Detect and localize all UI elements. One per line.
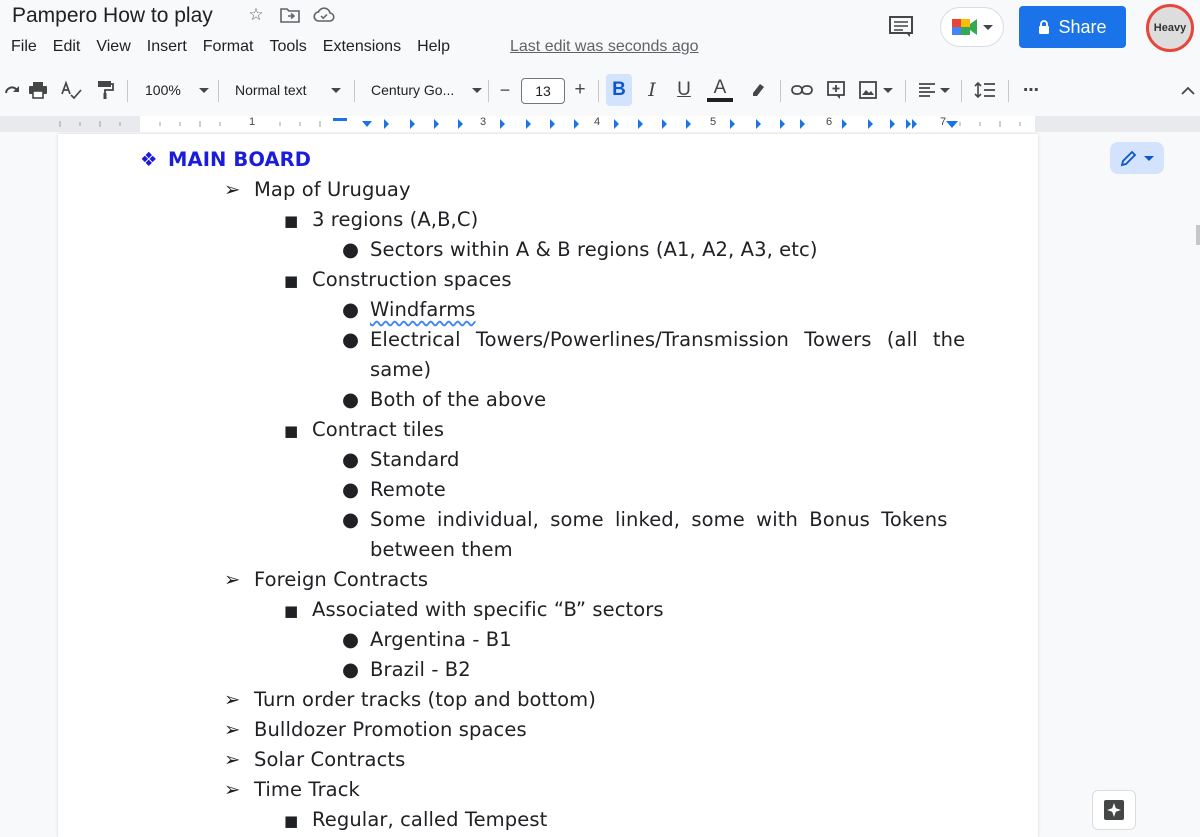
square-bullet-icon: ■	[284, 272, 299, 290]
list-item-text: same)	[370, 358, 432, 381]
arrow-bullet-icon: ➢	[224, 688, 241, 711]
chevron-down-icon	[1144, 156, 1154, 161]
list-item-text: Regular, called Tempest	[312, 808, 548, 831]
list-item	[342, 298, 476, 321]
redo-icon[interactable]	[0, 68, 24, 112]
lock-icon	[1038, 20, 1050, 35]
list-item	[342, 328, 966, 351]
chevron-down-icon	[883, 88, 893, 93]
list-item-text: Remote	[370, 478, 446, 501]
text-color-label: A	[713, 77, 727, 98]
underline-button[interactable]: U	[677, 79, 691, 100]
comment-history-icon	[888, 15, 914, 39]
list-item	[342, 448, 460, 471]
ruler-number: 3	[480, 116, 487, 128]
star-icon[interactable]: ☆	[248, 5, 264, 24]
share-button[interactable]	[1019, 6, 1126, 48]
zoom-select[interactable]	[145, 68, 209, 112]
toolbar-divider	[488, 80, 489, 102]
list-item-text: Brazil - B2	[370, 658, 471, 681]
comments-button[interactable]	[886, 12, 916, 42]
dot-bullet-icon: ●	[342, 238, 360, 261]
increase-font-size-button[interactable]: +	[574, 79, 586, 100]
arrow-bullet-icon: ➢	[224, 178, 241, 201]
line-spacing-icon[interactable]	[971, 68, 999, 112]
list-item	[284, 598, 664, 621]
menu-format[interactable]: Format	[202, 38, 254, 55]
insert-link-icon[interactable]	[788, 68, 816, 112]
toolbar-divider	[905, 80, 906, 102]
avatar[interactable]	[1146, 4, 1194, 52]
meet-button[interactable]	[940, 7, 1004, 47]
chevron-down-icon	[199, 88, 209, 93]
ruler-number: 1	[249, 116, 256, 128]
list-item	[224, 718, 527, 741]
ruler-number: 6	[826, 116, 833, 128]
text-color-swatch	[707, 98, 733, 102]
list-item	[224, 778, 360, 801]
arrow-bullet-icon: ➢	[224, 718, 241, 741]
list-item	[342, 508, 948, 531]
meet-icon	[951, 16, 979, 38]
editing-mode-button[interactable]	[1110, 142, 1164, 174]
dot-bullet-icon: ●	[342, 628, 360, 651]
font-select[interactable]	[371, 68, 482, 112]
sparkle-icon	[1103, 799, 1125, 821]
pencil-icon	[1120, 149, 1138, 167]
list-item	[342, 658, 471, 681]
square-bullet-icon: ■	[284, 602, 299, 620]
list-item	[284, 808, 548, 831]
square-bullet-icon: ■	[284, 422, 299, 440]
list-item	[224, 688, 596, 711]
toolbar-divider	[127, 80, 128, 102]
list-item-text: Foreign Contracts	[254, 568, 429, 591]
toolbar-divider	[780, 80, 781, 102]
list-item-text: Both of the above	[370, 388, 547, 411]
list-item	[342, 238, 818, 261]
menu-help[interactable]: Help	[417, 38, 450, 55]
decrease-font-size-button[interactable]: −	[499, 79, 511, 100]
spellcheck-icon[interactable]	[58, 68, 84, 112]
list-item-continuation	[370, 538, 513, 561]
list-item	[342, 478, 446, 501]
menu-edit[interactable]: Edit	[52, 38, 81, 55]
hide-menus-icon[interactable]	[1178, 68, 1198, 112]
list-item	[224, 568, 429, 591]
square-bullet-icon: ■	[284, 212, 299, 230]
dot-bullet-icon: ●	[342, 658, 360, 681]
font-size-input[interactable]: 13	[521, 78, 565, 104]
avatar-text: Heavy	[1153, 22, 1187, 34]
list-item-text: Some individual, some linked, some with Bonus Tokens	[370, 508, 948, 531]
menu-file[interactable]: File	[11, 38, 37, 55]
list-item	[342, 628, 512, 651]
side-panel-handle[interactable]	[1196, 225, 1200, 245]
list-item	[284, 418, 445, 441]
dot-bullet-icon: ●	[342, 508, 360, 531]
toolbar	[0, 68, 1200, 112]
list-item-text: Standard	[370, 448, 460, 471]
list-item-text: Time Track	[254, 778, 360, 801]
list-item-text: Electrical Towers/Powerlines/Transmission Towers (all the	[370, 328, 966, 351]
arrow-bullet-icon: ➢	[224, 778, 241, 801]
top-bar	[0, 0, 1200, 66]
explore-button[interactable]	[1092, 790, 1136, 830]
list-item-text: Contract tiles	[312, 418, 445, 441]
document-title[interactable]: Pampero How to play	[12, 4, 213, 27]
list-item-text: Windfarms	[370, 298, 476, 321]
list-item	[284, 268, 512, 291]
arrow-bullet-icon: ➢	[224, 568, 241, 591]
list-item-continuation	[370, 358, 431, 381]
italic-button[interactable]: I	[648, 79, 656, 101]
list-item-text: Bulldozer Promotion spaces	[254, 718, 527, 741]
image-icon	[859, 81, 877, 99]
dot-bullet-icon: ●	[342, 328, 360, 351]
text-color-button[interactable]	[704, 68, 736, 112]
list-item-text: 3 regions (A,B,C)	[312, 208, 479, 231]
chevron-down-icon	[472, 88, 482, 93]
cloud-status-icon[interactable]	[312, 5, 336, 25]
list-item	[342, 388, 547, 411]
align-left-icon	[918, 82, 936, 98]
toolbar-divider	[961, 80, 962, 102]
list-item-text: Turn order tracks (top and bottom)	[254, 688, 596, 711]
highlight-icon[interactable]	[746, 68, 770, 112]
heading-main-board	[140, 148, 312, 171]
dot-bullet-icon: ●	[342, 448, 360, 471]
ruler-number: 4	[594, 116, 601, 128]
paragraph-style-value: Normal text	[235, 82, 307, 98]
list-item-text: Solar Contracts	[254, 748, 406, 771]
list-item-text: between them	[370, 538, 513, 561]
list-item	[284, 208, 479, 231]
ruler-number: 5	[710, 116, 717, 128]
list-item-text: Sectors within A & B regions (A1, A2, A3, etc)	[370, 238, 818, 261]
list-item	[224, 748, 406, 771]
arrow-bullet-icon: ➢	[224, 748, 241, 771]
more-options-button[interactable]: ⋯	[1023, 82, 1039, 99]
list-item	[224, 178, 411, 201]
font-value: Century Go...	[371, 82, 455, 98]
menu-extensions[interactable]: Extensions	[322, 38, 402, 55]
toolbar-divider	[218, 80, 219, 102]
align-button[interactable]	[914, 68, 954, 112]
menu-bar	[11, 38, 450, 56]
list-item-text: Construction spaces	[312, 268, 512, 291]
list-item-text: Map of Uruguay	[254, 178, 411, 201]
share-label: Share	[1058, 16, 1107, 37]
list-item-text: Argentina - B1	[370, 628, 512, 651]
dot-bullet-icon: ●	[342, 478, 360, 501]
add-comment-icon[interactable]	[823, 68, 849, 112]
title-icons	[244, 5, 336, 25]
zoom-value: 100%	[145, 82, 181, 98]
document-page[interactable]	[58, 134, 1038, 837]
paragraph-style-select[interactable]	[235, 68, 341, 112]
diamond-bullet-icon: ❖	[140, 148, 158, 171]
paint-format-icon[interactable]	[94, 68, 116, 112]
toolbar-divider	[598, 80, 599, 102]
move-folder-icon[interactable]	[278, 5, 302, 25]
square-bullet-icon: ■	[284, 812, 299, 830]
ruler-number: 7	[940, 116, 947, 128]
bold-button[interactable]: B	[606, 74, 632, 106]
menu-view[interactable]: View	[96, 38, 131, 55]
menu-tools[interactable]: Tools	[269, 38, 307, 55]
heading-text: MAIN BOARD	[168, 148, 312, 171]
chevron-down-icon	[940, 88, 950, 93]
toolbar-divider	[1008, 80, 1009, 102]
chevron-down-icon	[983, 25, 993, 30]
menu-insert[interactable]: Insert	[146, 38, 187, 55]
list-item-text: Associated with specific “B” sectors	[312, 598, 664, 621]
dot-bullet-icon: ●	[342, 298, 360, 321]
insert-image-button[interactable]	[857, 68, 895, 112]
print-icon[interactable]	[26, 68, 50, 112]
dot-bullet-icon: ●	[342, 388, 360, 411]
ruler[interactable]	[0, 114, 1200, 134]
chevron-down-icon	[331, 88, 341, 93]
last-edit-link[interactable]: Last edit was seconds ago	[510, 38, 699, 55]
toolbar-divider	[354, 80, 355, 102]
